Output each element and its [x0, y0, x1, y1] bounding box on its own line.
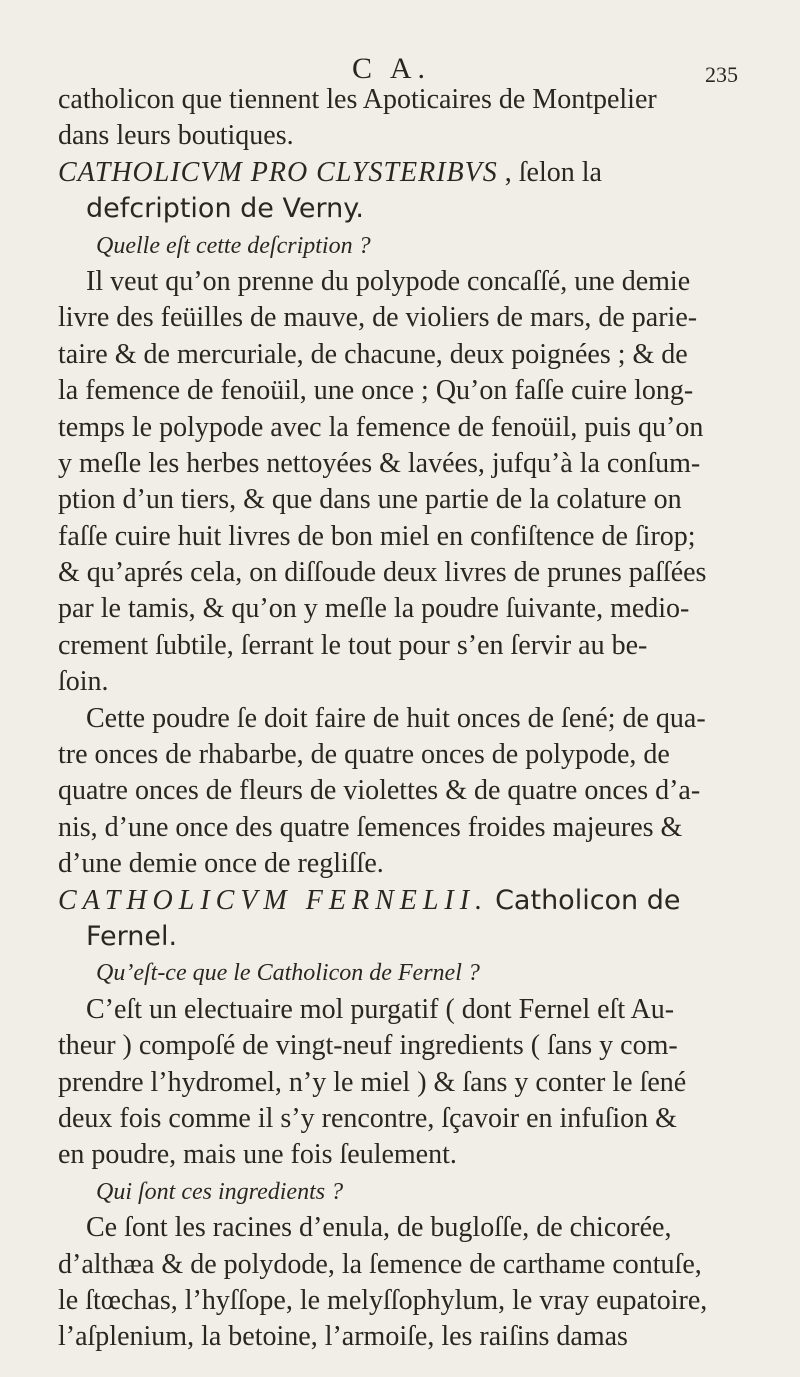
question-line: Quelle eſt cette deſcription ?: [96, 232, 371, 259]
text-line: taire & de mercuriale, de chacune, deux poignées ; & de: [58, 338, 688, 370]
text-line: Cette poudre ſe doit faire de huit onces de ſené; de qua-: [86, 702, 706, 734]
page-body: [58, 82, 748, 1356]
text-line: ption d’un tiers, & que dans une partie de la colature on: [58, 484, 682, 516]
text-line: par le tamis, & qu’on y meſle la poudre ſuivante, medio-: [58, 593, 690, 625]
text-line: nis, d’une once des quatre ſemences froides majeures &: [58, 811, 683, 843]
heading-latin-title: CATHOLICVM PRO CLYSTERIBVS: [58, 156, 498, 188]
text-line: C’eſt un electuaire mol purgatif ( dont Fernel eſt Au-: [86, 993, 675, 1025]
text-line: d’une demie once de regliſſe.: [58, 848, 384, 880]
text-line: le ſtœchas, l’hyſſope, le melyſſophylum, le vray eupatoire,: [58, 1284, 708, 1316]
text-line: Ce ſont les racines d’enula, de bugloſſe, de chicorée,: [86, 1212, 672, 1244]
text-line: dans leurs boutiques.: [58, 120, 294, 152]
page-number: 235: [705, 62, 738, 87]
section-heading-continuation: defcription de Verny.: [86, 193, 364, 225]
text-line: ſoin.: [58, 666, 109, 698]
text-line: Il veut qu’on prenne du polypode concaſſé, une demie: [86, 265, 691, 297]
text-line: d’althæa & de polydode, la ſemence de carthame contuſe,: [58, 1248, 702, 1280]
section-heading-continuation: Fernel.: [86, 920, 178, 952]
text-line: quatre onces de fleurs de violettes & de quatre onces d’a-: [58, 775, 701, 807]
text-line: catholicon que tiennent les Apoticaires de Montpelier: [58, 84, 657, 115]
text-line: theur ) compoſé de vingt-neuf ingredients ( ſans y com-: [58, 1030, 678, 1062]
running-head: C A.: [352, 52, 432, 85]
text-line: en poudre, mais une fois ſeulement.: [58, 1139, 457, 1171]
section-heading-fernelii: [58, 883, 748, 919]
section-heading-clysteribus: [58, 155, 748, 191]
text-line: l’aſplenium, la betoine, l’armoiſe, les raiſins damas: [58, 1321, 628, 1353]
text-line: y meſle les herbes nettoyées & lavées, jufqu’à la conſum-: [58, 447, 701, 479]
heading-latin-title: CATHOLICVM FERNELII.: [58, 884, 489, 916]
text-line: prendre l’hydromel, n’y le miel ) & ſans y conter le ſené: [58, 1066, 687, 1098]
heading-french-rest: , ſelon la: [504, 156, 602, 188]
question-line: Qu’eſt-ce que le Catholicon de Fernel ?: [96, 960, 480, 987]
text-line: faſſe cuire huit livres de bon miel en confiſtence de ſirop;: [58, 520, 696, 552]
text-line: la femence de fenoüil, une once ; Qu’on faſſe cuire long-: [58, 375, 694, 407]
text-line: crement ſubtile, ſerrant le tout pour s’en ſervir au be-: [58, 629, 648, 661]
text-line: tre onces de rhabarbe, de quatre onces de polypode, de: [58, 739, 670, 771]
heading-french-rest: Catholicon de: [495, 884, 681, 916]
text-line: livre des feüilles de mauve, de violiers de mars, de parie-: [58, 302, 698, 334]
question-line: Qui ſont ces ingredients ?: [96, 1178, 344, 1205]
text-line: & qu’aprés cela, on diſſoude deux livres de prunes paſſées: [58, 557, 707, 589]
text-line: temps le polypode avec la femence de fenoüil, puis qu’on: [58, 411, 704, 443]
text-line: deux fois comme il s’y rencontre, ſçavoir en infuſion &: [58, 1102, 677, 1134]
